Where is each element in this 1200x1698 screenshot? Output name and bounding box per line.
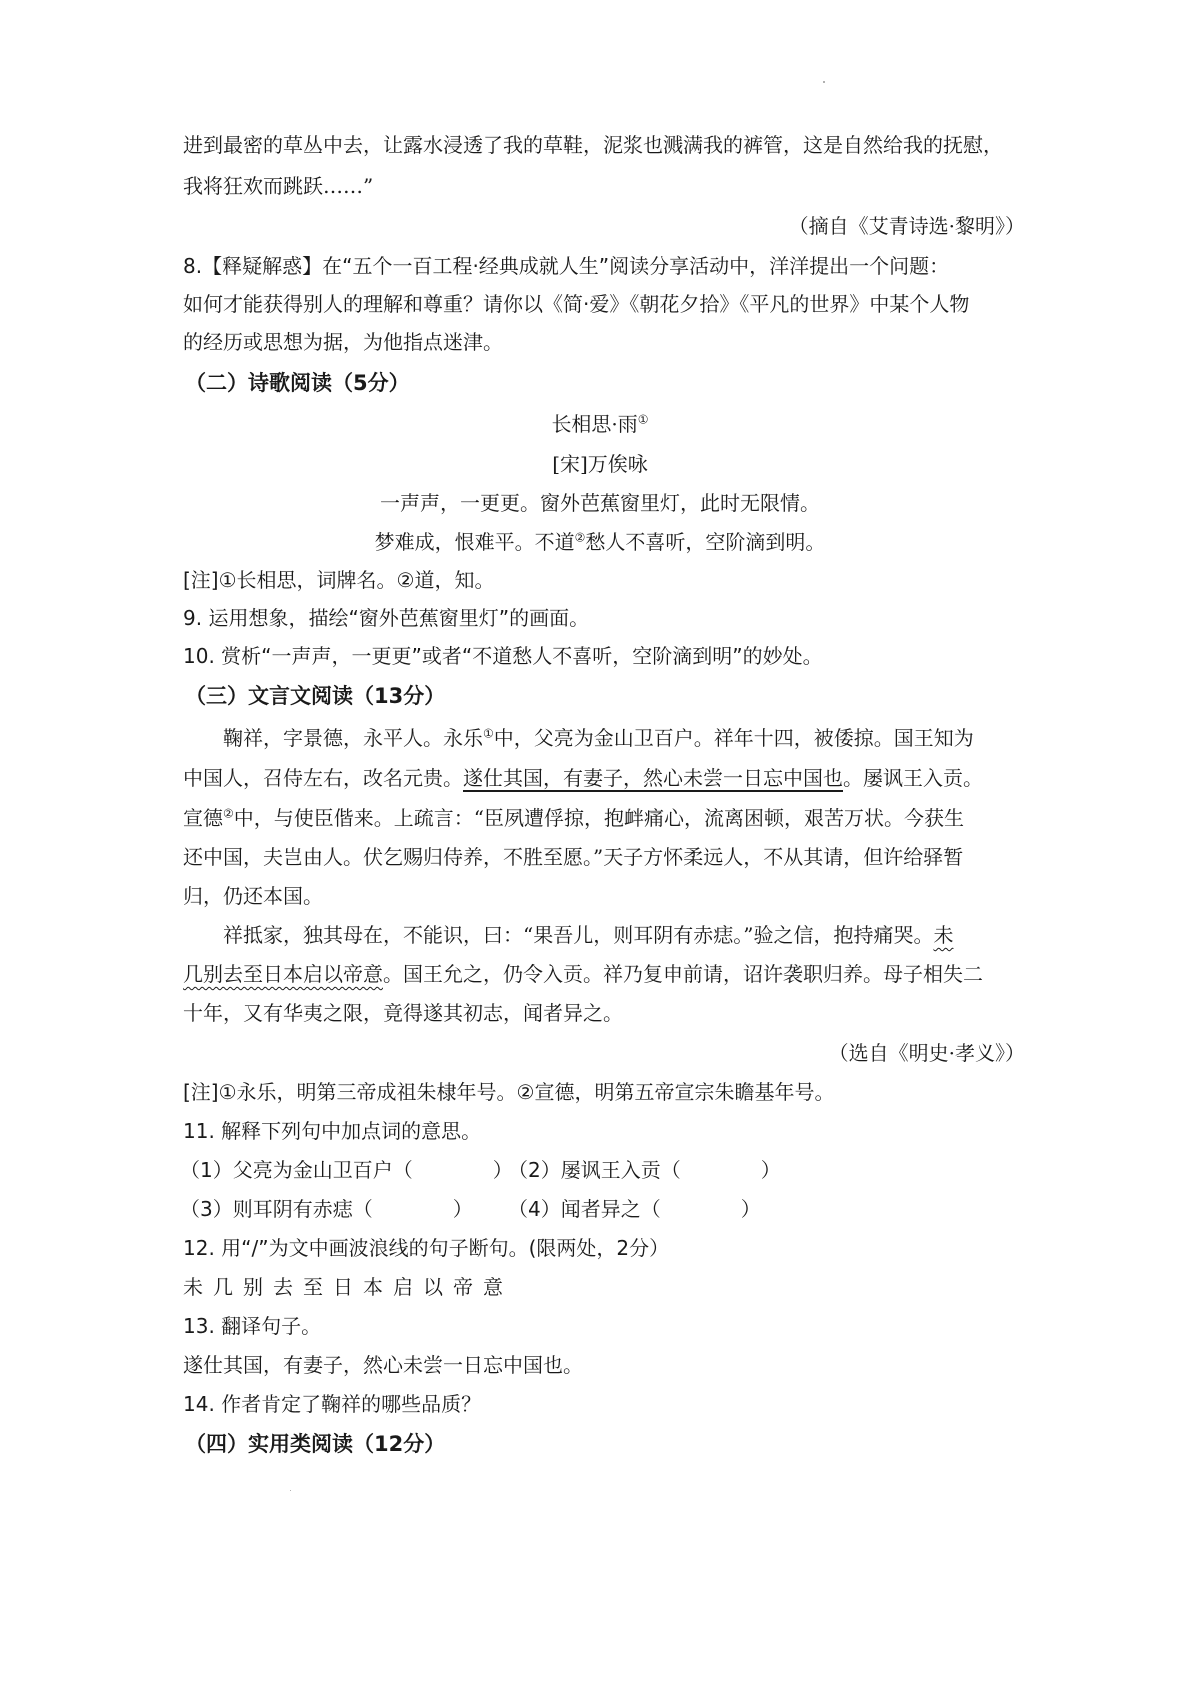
- poem-author: [宋]万俟咏: [552, 452, 648, 476]
- classical-text-line: 还中国，夫岂由人。伏乞赐归侍养，不胜至愿。”天子方怀柔远人，不从其请，但许给驿暂: [183, 845, 964, 869]
- intro-passage-line: 我将狂欢而跳跃……”: [183, 174, 374, 198]
- q13-sentence: 遂仕其国，有妻子，然心未尝一日忘中国也。: [183, 1353, 583, 1377]
- intro-passage-line: 进到最密的草丛中去，让露水浸透了我的草鞋，泥浆也溅满我的裤管，这是自然给我的抚慰，: [183, 133, 1003, 157]
- footnote-marker: ①: [483, 726, 494, 741]
- section-heading: （三）文言文阅读（13分）: [185, 684, 446, 708]
- passage-source: （选自《明史·孝义》）: [828, 1041, 1025, 1065]
- question-13: 13. 翻译句子。: [183, 1314, 322, 1338]
- question-8-line: 的经历或思想为据，为他指点迷津。: [183, 330, 503, 354]
- scan-speck: [290, 1490, 291, 1491]
- section-heading: （四）实用类阅读（12分）: [185, 1432, 446, 1456]
- classical-text-line: 宣德②中，与使臣偕来。上疏言：“臣夙遭俘掠，抱衅痛心，流离困顿，艰苦万状。今获生: [183, 806, 964, 830]
- q12-sentence: 未几别去至日本启以帝意: [183, 1275, 513, 1299]
- scan-speck: [823, 81, 825, 83]
- footnote-marker: ①: [637, 412, 649, 427]
- section-heading: （二）诗歌阅读（5分）: [185, 371, 410, 395]
- question-14: 14. 作者肯定了鞠祥的哪些品质？: [183, 1392, 482, 1416]
- classical-note: [注]①永乐，明第三帝成祖朱棣年号。②宣德，明第五帝宣宗朱瞻基年号。: [183, 1080, 835, 1104]
- underlined-sentence: 遂仕其国，有妻子，然心未尝一日忘中国也: [463, 766, 843, 790]
- classical-text-line: 祥抵家，独其母在，不能识，曰：“果吾儿，则耳阴有赤痣。”验之信，抱持痛哭。未: [223, 923, 954, 947]
- q11-item: （3）则耳阴有赤痣（ ）: [180, 1197, 473, 1221]
- wavy-sentence: 未: [933, 923, 954, 947]
- classical-text-line: 几别去至日本启以帝意。国王允之，仍令入贡。祥乃复申前请，诏许袭职归养。母子相失二: [183, 962, 983, 986]
- question-12: 12. 用“/”为文中画波浪线的句子断句。(限两处，2分）: [183, 1236, 670, 1260]
- poem-line: 梦难成，恨难平。不道②愁人不喜听，空阶滴到明。: [374, 530, 826, 554]
- poem-line: 一声声，一更更。窗外芭蕉窗里灯，此时无限情。: [380, 491, 820, 515]
- q11-item: （1）父亮为金山卫百户（ ）: [180, 1158, 513, 1182]
- classical-text-line: 归，仍还本国。: [183, 884, 323, 908]
- question-9: 9. 运用想象，描绘“窗外芭蕉窗里灯”的画面。: [183, 606, 590, 630]
- question-11: 11. 解释下列句中加点词的意思。: [183, 1119, 482, 1143]
- wavy-sentence: 几别去至日本启以帝意: [183, 962, 383, 986]
- footnote-marker: ②: [223, 806, 234, 821]
- footnote-marker: ②: [574, 530, 586, 545]
- question-8-line: 8.【释疑解惑】在“五个一百工程·经典成就人生”阅读分享活动中，洋洋提出一个问题：: [183, 254, 950, 278]
- question-8-line: 如何才能获得别人的理解和尊重？请你以《简·爱》《朝花夕拾》《平凡的世界》中某个人物: [183, 292, 970, 316]
- poem-title: 长相思·雨①: [551, 412, 649, 436]
- classical-text-line: 中国人，召侍左右，改名元贵。遂仕其国，有妻子，然心未尝一日忘中国也。屡讽王入贡。: [183, 766, 983, 790]
- question-10: 10. 赏析“一声声，一更更”或者“不道愁人不喜听，空阶滴到明”的妙处。: [183, 644, 823, 668]
- passage-source: （摘自《艾青诗选·黎明》）: [788, 214, 1025, 238]
- classical-text-line: 鞠祥，字景德，永平人。永乐①中，父亮为金山卫百户。祥年十四，被倭掠。国王知为: [223, 726, 974, 750]
- classical-text-line: 十年，又有华夷之限，竟得遂其初志，闻者异之。: [183, 1001, 623, 1025]
- poem-note: [注]①长相思，词牌名。②道，知。: [183, 568, 495, 592]
- q11-item: （2）屡讽王入贡（ ）: [508, 1158, 781, 1182]
- q11-item: （4）闻者异之（ ）: [508, 1197, 761, 1221]
